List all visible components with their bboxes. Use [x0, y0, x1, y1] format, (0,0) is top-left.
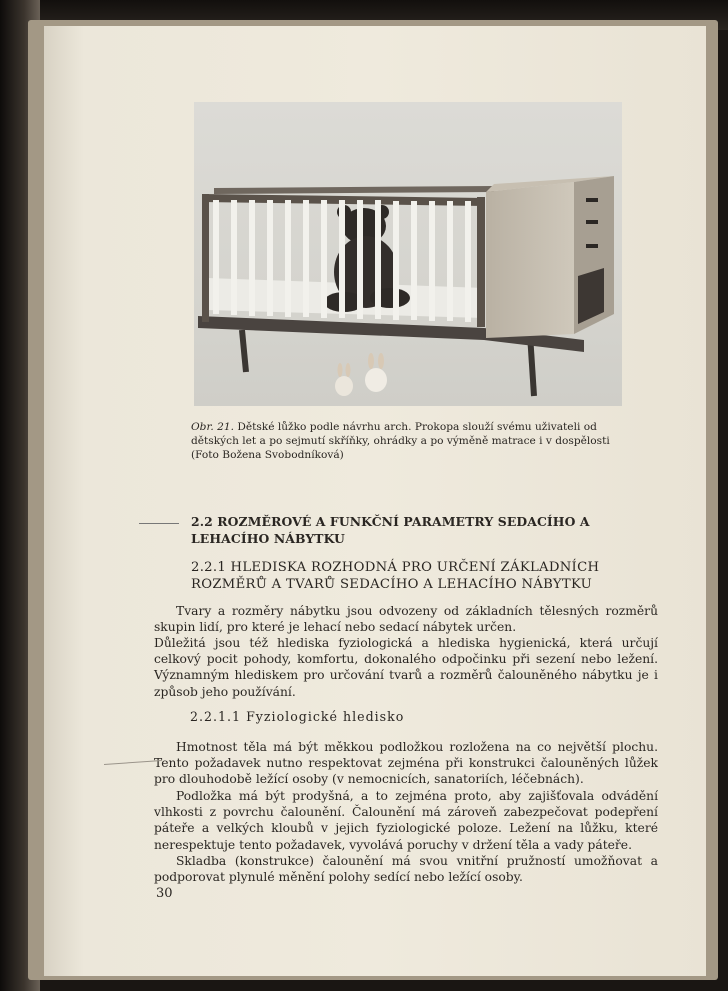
crib-photo: [194, 102, 622, 406]
section-heading: 2.2 ROZMĚROVÉ A FUNKČNÍ PARAMETRY SEDACÍHO A LEHACÍHO NÁBYTKU: [191, 514, 590, 546]
paragraph: [154, 739, 658, 788]
page-number: 30: [156, 886, 173, 901]
paragraph-text: Tvary a rozměry nábytku jsou odvozeny od základních tělesných rozměrů skupin lidí, pro které je lehací nebo sedací nábytek určen.: [154, 604, 658, 635]
paragraph-text: Důležitá jsou též hlediska fyziologická a hlediska hygienická, která určují celkový pocit pohody, komfortu, dokonalého odpočinku při sezení nebo ležení. Významným hlediskem pro určování tvarů a rozměrů čalouněného nábytku je i způsob jeho používání.: [154, 636, 658, 699]
book-page: [44, 26, 706, 976]
subsubsection-heading: 2.2.1.1 Fyziologické hledisko: [190, 709, 405, 724]
paragraph-text: Hmotnost těla má být měkkou podložkou rozložena na co největší plochu. Tento požadavek nutno respektovat zejména při konstrukci čalouněných lůžek pro dlouhodobě ležící osoby (v nemocnicích, sanatoriích, léčebnách).: [154, 740, 658, 787]
paragraph-text: Skladba (konstrukce) čalounění má svou vnitřní pružností umožňovat a podporovat plynulé měnění polohy sedící nebo ležící osoby.: [154, 854, 658, 885]
figure-number: Obr. 21.: [191, 421, 234, 433]
paragraph: [154, 788, 658, 853]
paragraph: [154, 853, 658, 885]
figure-caption: [191, 420, 631, 462]
figure-caption-text: Dětské lůžko podle návrhu arch. Prokopa slouží svému uživateli od dětských let a po sejmutí skříňky, ohrádky a po výměně matrace i v dospělosti (Foto Božena Svobodníková): [191, 421, 610, 461]
paragraph-text: Podložka má být prodyšná, a to zejména proto, aby zajišťovala odvádění vlhkosti z povrchu čalounění. Čalounění má zároveň zabezpečovat podepření páteře a velkých kloubů v jejich fyziologické poloze. Ležení na lůžku, které nerespektuje tento požadavek, vyvolává poruchy v držení těla a vady páteře.: [154, 789, 658, 852]
crib-illustration: [194, 102, 622, 406]
paragraph: [154, 603, 658, 635]
paragraph: [154, 635, 658, 700]
section-rule: [139, 523, 179, 524]
subsection-heading: 2.2.1 HLEDISKA ROZHODNÁ PRO URČENÍ ZÁKLADNÍCH ROZMĚRŮ A TVARŮ SEDACÍHO A LEHACÍHO NÁBYTKU: [191, 560, 600, 592]
